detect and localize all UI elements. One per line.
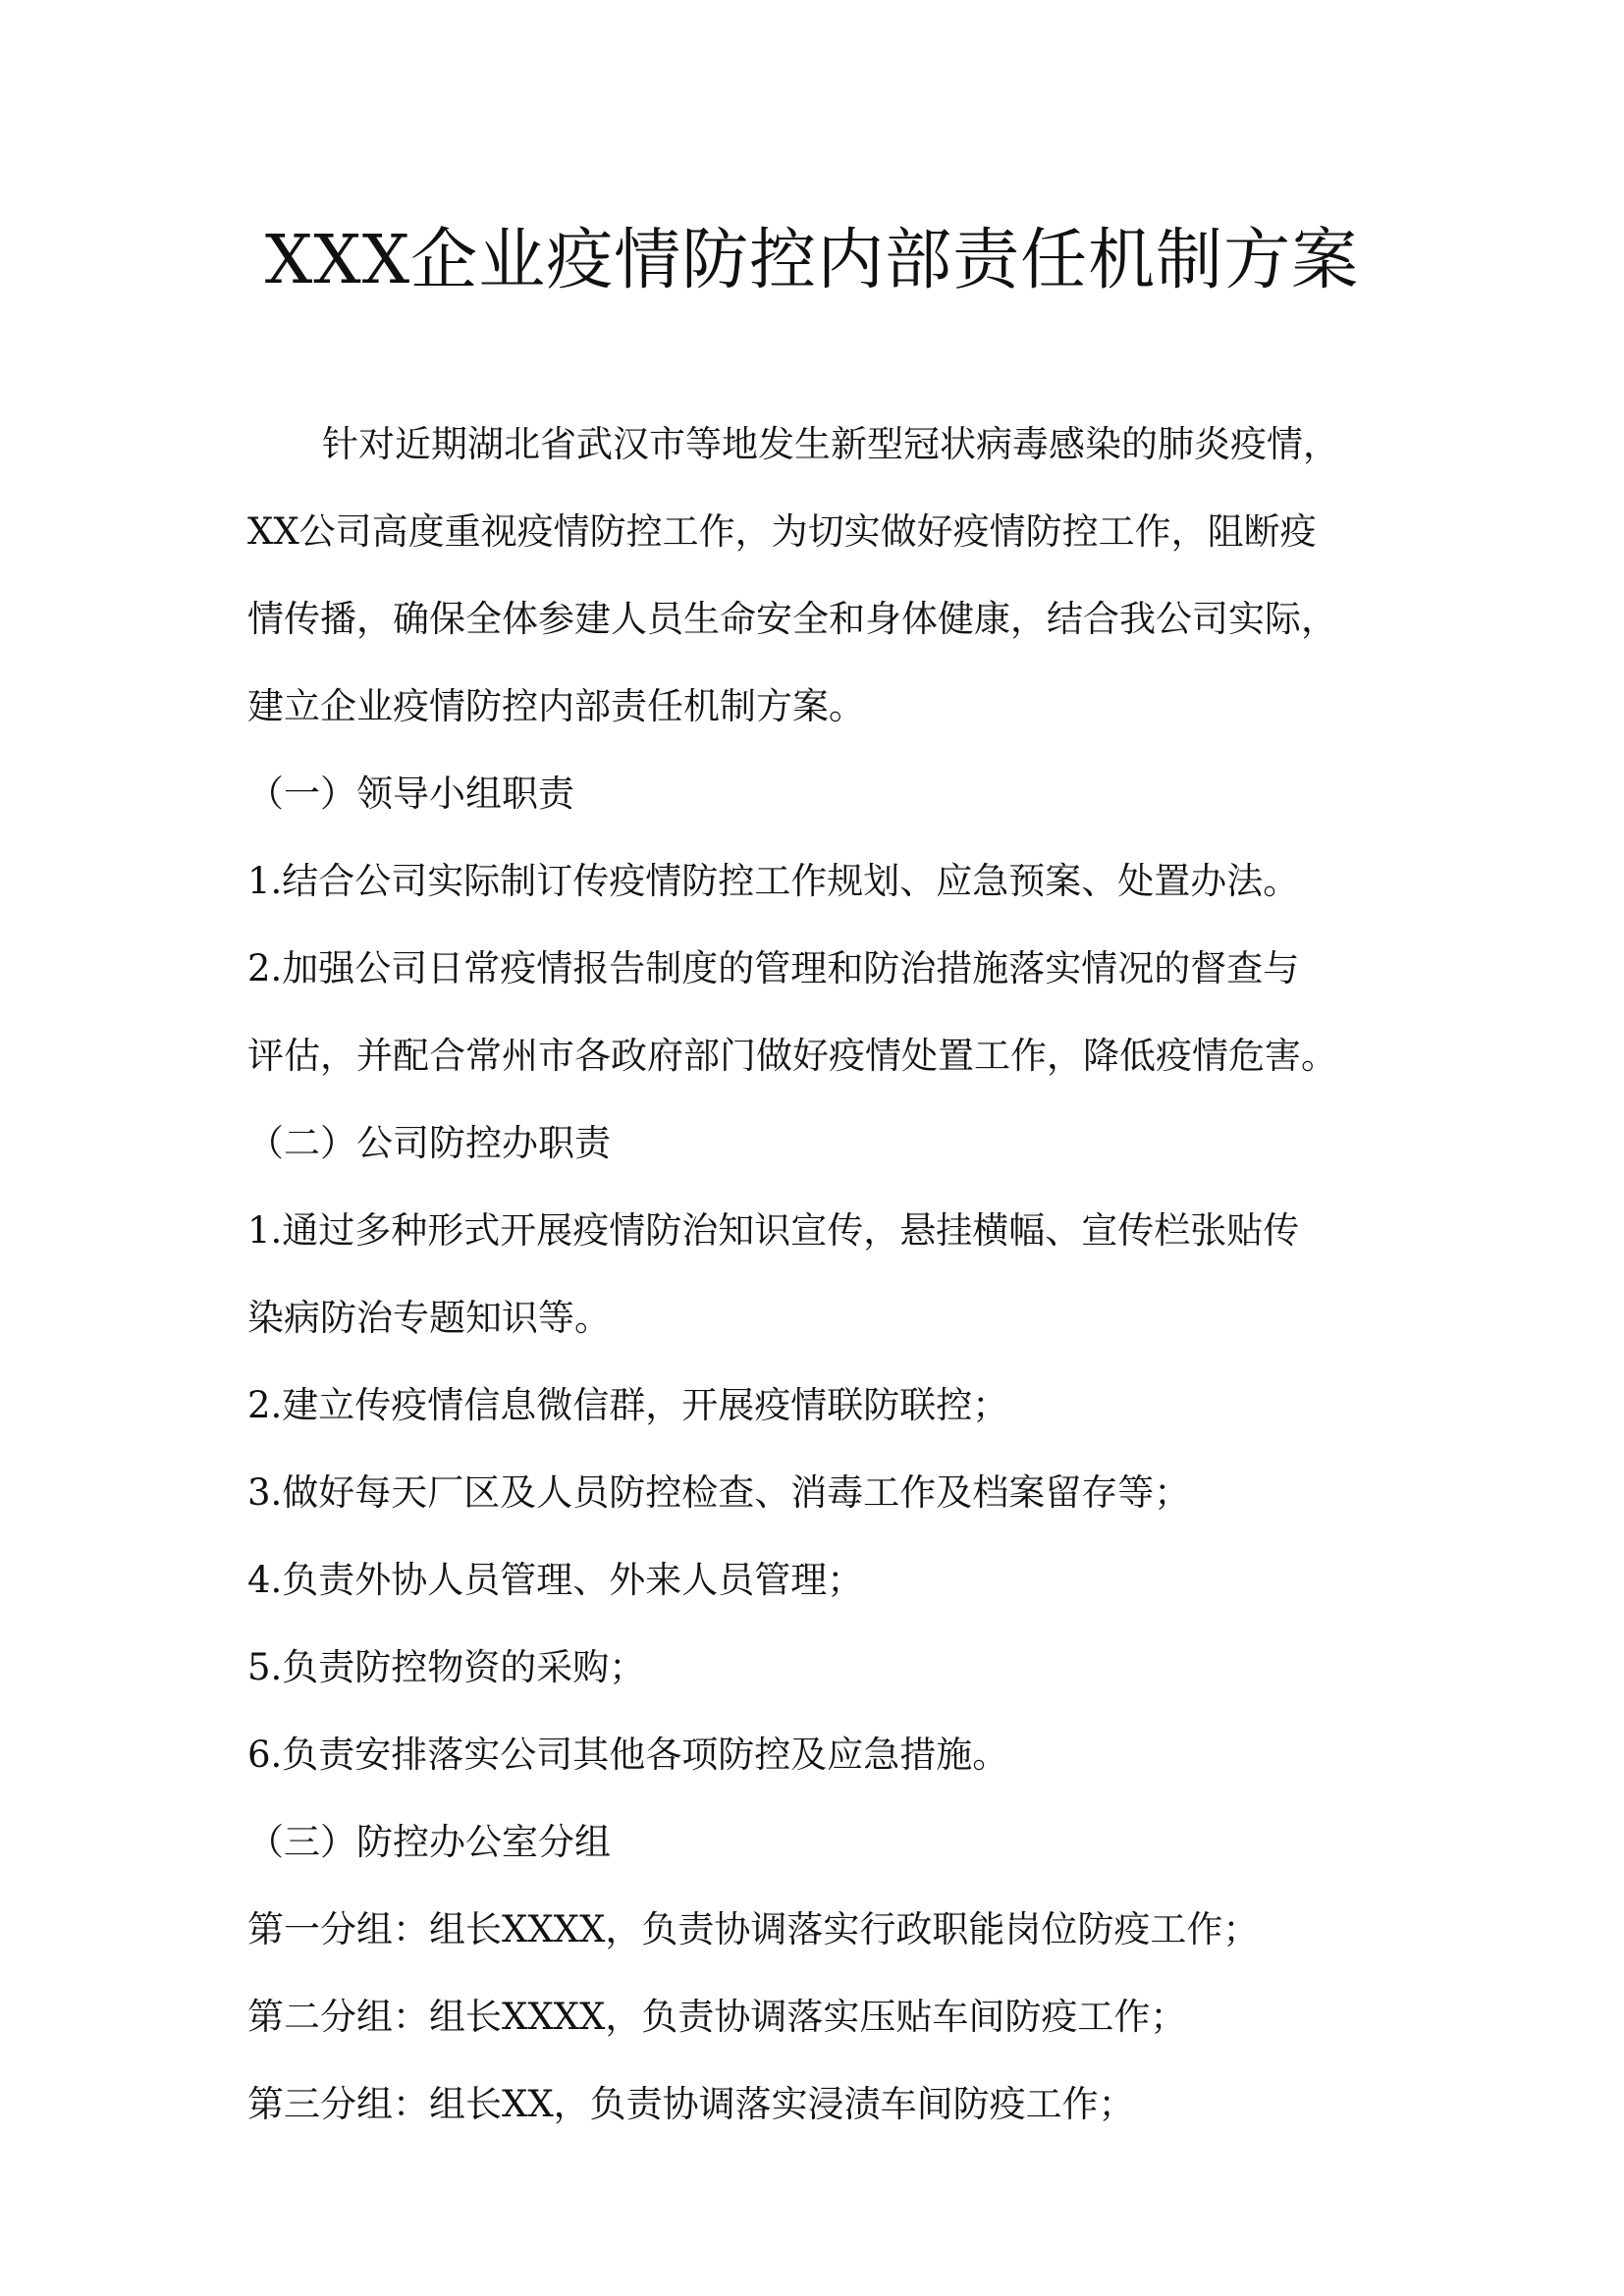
section-2-line: 1.通过多种形式开展疫情防治知识宣传，悬挂横幅、宣传栏张贴传 (247, 1209, 1300, 1252)
section-heading-3: （三）防控办公室分组 (247, 1821, 611, 1863)
section-2-line: 2.建立传疫情信息微信群，开展疫情联防联控； (247, 1384, 1009, 1426)
section-2-line: 染病防治专题知识等。 (247, 1297, 611, 1339)
section-2-line: 3.做好每天厂区及人员防控检查、消毒工作及档案留存等； (247, 1471, 1191, 1514)
section-heading-2: （二）公司防控办职责 (247, 1122, 611, 1164)
section-1-line: 1.结合公司实际制订传疫情防控工作规划、应急预案、处置办法。 (247, 860, 1300, 902)
section-2-line: 4.负责外协人员管理、外来人员管理； (247, 1559, 864, 1601)
section-2-line: 6.负责安排落实公司其他各项防控及应急措施。 (247, 1734, 1009, 1776)
page-title: XXX企业疫情防控内部责任机制方案 (264, 222, 1360, 299)
section-heading-1: （一）领导小组职责 (247, 773, 574, 815)
intro-line: 情传播，确保全体参建人员生命安全和身体健康，结合我公司实际， (247, 598, 1337, 640)
section-3-line: 第二分组：组长XXXX，负责协调落实压贴车间防疫工作； (247, 1996, 1187, 2038)
intro-line: XX公司高度重视疫情防控工作，为切实做好疫情防控工作，阻断疫 (247, 510, 1317, 553)
intro-line: 建立企业疫情防控内部责任机制方案。 (247, 685, 865, 727)
intro-line: 针对近期湖北省武汉市等地发生新型冠状病毒感染的肺炎疫情， (322, 423, 1339, 465)
section-3-line: 第三分组：组长XX，负责协调落实浸渍车间防疫工作； (247, 2083, 1135, 2125)
section-1-line: 2.加强公司日常疫情报告制度的管理和防治措施落实情况的督查与 (247, 947, 1300, 989)
section-3-line: 第一分组：组长XXXX，负责协调落实行政职能岗位防疫工作； (247, 1908, 1260, 1950)
section-1-line: 评估，并配合常州市各政府部门做好疫情处置工作，降低疫情危害。 (247, 1035, 1337, 1077)
section-2-line: 5.负责防控物资的采购； (247, 1646, 646, 1688)
document-body (247, 400, 1377, 2148)
